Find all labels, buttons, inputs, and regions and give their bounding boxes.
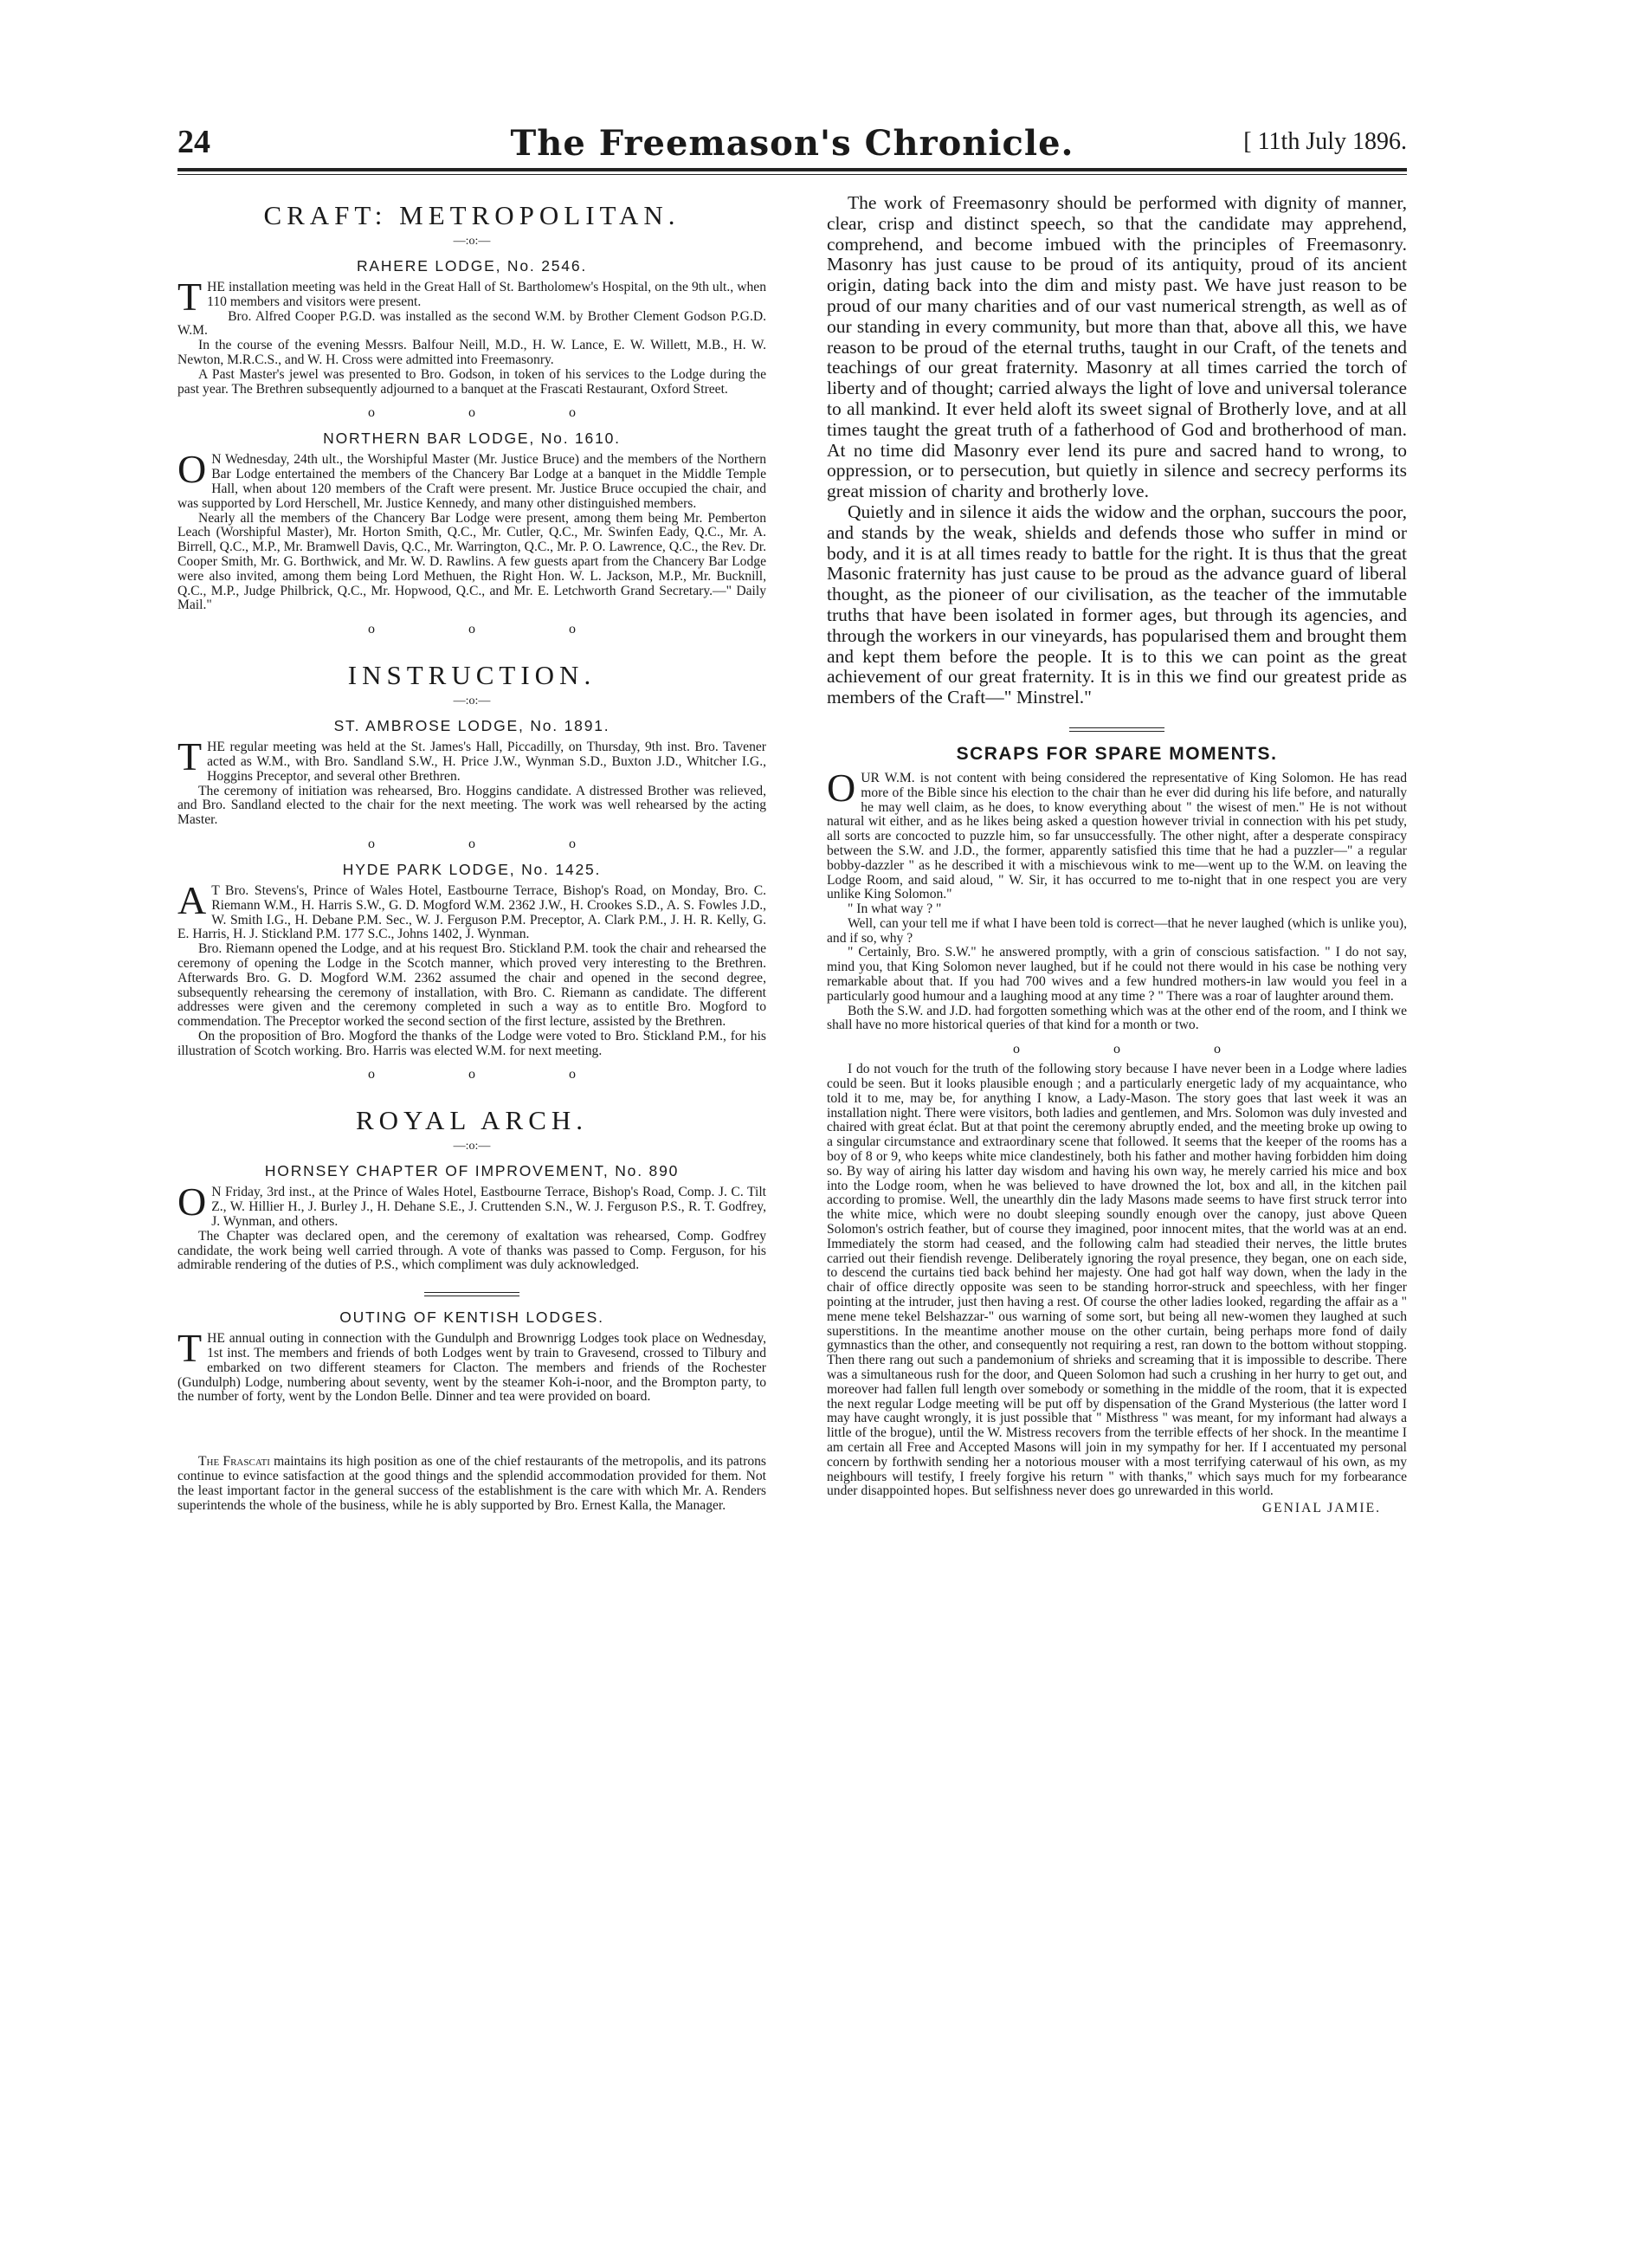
article-paragraph: OUR W.M. is not content with being considered the representative of King Solomon. He has read more of the Bible since his election to the chair than he ever did during his life before, and naturally he may well claim, as he does, to know everything about " the wisest of men." He is not without natural wit either, and as he likes being asked a question however trivial in connection with his pet study, all sorts are concocted to puzzle him, so far unsuccessfully. The other night, after a desperate conspiracy between the S.W. and J.D., the former, apparently satisfied this time that he had a puzzler—" a regular bobby-dazzler " as he described it with a mischievous wink to me—went up to the W.M. on leaving the Lodge Room, and said aloud, " W. Sir, it has occurred to me to-night that in one respect you are very unlike King Solomon." (827, 765, 1407, 902)
article-paragraph: Both the S.W. and J.D. had forgotten something which was at the other end of the room, and I think we shall have no more historical queries of that kind for a month or two. (827, 1003, 1407, 1033)
masthead-rule-thick (177, 168, 1407, 171)
article-paragraph: Bro. Alfred Cooper P.G.D. was installed as the second W.M. by Brother Clement Godson P.G.D. W.M. (177, 308, 766, 339)
article-paragraph: Nearly all the members of the Chancery Bar Lodge were present, among them being Mr. Pemberton Leach (Worshipful Master), Mr. Horton Smith, Q.C., Mr. Cutler, Q.C., Mr. Swinfen Eady, Q.C., Mr. A. Birrell, Q.C., M.P., Mr. Bramwell Davis, Q.C., Mr. Warrington, Q.C., Mr. P. O. Lawrence, Q.C., the Rev. Dr. Cooper Smith, Mr. G. Borthwick, and Mr. W. D. Rawlins. A few guests apart from the Chancery Bar Lodge were also invited, among them being Lord Methuen, the Right Hon. W. L. Jackson, M.P., Mr. Bucknill, Q.C., M.P., Judge Philbrick, Q.C., Mr. Hopwood, Q.C., and Mr. E. Letchworth Grand Secretary.—" Daily Mail." (177, 510, 766, 613)
drop-cap: O (827, 765, 856, 810)
article-paragraph: O N Friday, 3rd inst., at the Prince of Wales Hotel, Eastbourne Terrace, Bishop's Road, Comp. J. C. Tilt Z., W. Hillier H., J. Burley J., H. Dehane S.E., J. Cruttenden S.N., W. J. Ferguson P.S., R. T. Godfrey, J. Wynman, and others. (177, 1179, 766, 1230)
masthead (177, 123, 1407, 165)
essay-paragraph: Quietly and in silence it aids the widow and the orphan, succours the poor, and stands by the weak, shields and defends those who suffer in mind or body, and it is at all times ready to battle for the right. It is thus that the great Masonic fraternity has just cause to be proud as the advance guard of liberal thought, as the pioneer of our civilisation, as the teacher of the immutable truths that have been isolated in former ages, but through its agencies, and through the workers in our vineyards, has popularised them and brought them and kept them before the people. It is to this we can point as the great achievement of our great fraternity. It is in this we find our greatest pride as members of the Craft—" Minstrel." (827, 501, 1407, 708)
drop-cap: T (177, 275, 203, 319)
signature: GENIAL JAMIE. (1261, 1501, 1381, 1516)
article-paragraph: THE installation meeting was held in the Great Hall of St. Bartholomew's Hospital, on the 9th ult., when 110 members and visitors were present. (177, 275, 766, 319)
article-title-hyde-park: HYDE PARK LODGE, No. 1425. (342, 860, 602, 878)
masthead-rule-thin (177, 174, 1407, 175)
article-paragraph: A Past Master's jewel was presented to Bro. Godson, in token of his services to the Lodge during the past year. The Brethren subsequently adjourned to a banquet at the Frascati Restaurant, Oxford Street. (177, 366, 766, 397)
essay-paragraph: The work of Freemasonry should be performed with dignity of manner, clear, crisp and distinct speech, so that the candidate may apprehend, comprehend, and become imbued with the principles of Freemasonry. Masonry has just cause to be proud of its antiquity, proud of its ancient origin, dating back into the dim and misty past. We have just reason to be proud of our many charities and of our vast numerical strength, as well as of our standing in every community, but more than that, above all this, we have reason to be proud of the eternal truths, taught in our Craft, of the tenets and teachings of our great fraternity. Masonry at all times carried the torch of liberty and of thought; carried always the light of love and universal tolerance to all mankind. It ever held aloft its sweet signal of Brotherly love, and at all times taught the great truth of a fatherhood of God and brotherhood of man. At no time did Masonry ever lend its pure and sacred hand to wrong, to oppression, or to persecution, but quietly in silence and secrecy performs its great mission of charity and brotherly love. (827, 192, 1407, 502)
article-paragraph: The Chapter was declared open, and the ceremony of exaltation was rehearsed, Comp. Godfrey candidate, the work being well carried through. A vote of thanks was passed to Comp. Ferguson, for his admirable rendering of the duties of P.S., which compliment was duly acknowledged. (177, 1228, 766, 1273)
article-title-northern-bar: NORTHERN BAR LODGE, No. 1610. (323, 430, 621, 448)
article-paragraph: THE regular meeting was held at the St. James's Hall, Piccadilly, on Thursday, 9th inst. Bro. Tavener acted as W.M., with Bro. Sandland S.W., H. Price J.W., Wynman S.D., Buxton J.D., Whitcher I.G., Hoggins Preceptor, and several other Brethren. (177, 734, 766, 784)
article-title-rahere: RAHERE LODGE, No. 2546. (356, 257, 588, 275)
section-dots: o o o (368, 405, 621, 421)
issue-date: [ 11th July 1896. (1243, 128, 1407, 155)
article-paragraph: A T Bro. Stevens's, Prince of Wales Hotel, Eastbourne Terrace, Bishop's Road, on Monday, Bro. C. Riemann W.M., H. Harris S.W., G. D. Mogford W.M. 2362 J.W., H. Crookes S.D., A. S. Fowles J.D., W. Smith I.G., H. Debane P.M. Sec., W. J. Ferguson P.M. Preceptor, A. Clark P.M., J. H. R. Kelly, G. E. Harris, H. J. Stickland P.M. 177 S.C., Johns 1402, J. Wynman. (177, 877, 766, 942)
article-paragraph: " In what way ? " (848, 901, 942, 917)
article-paragraph: I do not vouch for the truth of the following story because I have never been in a Lodge where ladies could be seen. But it looks plausible enough ; and a particularly energetic lady of my acquaintance, who told it to me, may be, for anything I know, a Lady-Mason. The story goes that last week it was an installation night. There were visitors, both ladies and gentlemen, and Mrs. Solomon was duly invested and chaired with great éclat. But at that point the ceremony abruptly ended, and the meeting broke up owing to a singular circumstance and extraordinary scene that followed. It seems that the keeper of the rooms has a boy of 8 or 9, who keeps white mice clandestinely, both his father and mother having forbidden him doing so. By way of airing his latter day wisdom and having his own way, he merely carried his mice and box into the Lodge room, when he was believed to have drowned the lot, box and all, in the kitchen pail according to promise. Well, the unearthly din the lady Masons made seems to have first struck terror into the white mice, which were no doubt sleeping soundly enough over the canopy, just above Queen Solomon's ostrich feather, but of course they imagined, poor innocent mites, that the world was at an end. Immediately the storm had ceased, and the following calm had steadied their nerves, the little brutes carried out their fiendish revenge. Deliberately ignoring the royal presence, they began, one on each side, to descend the curtains tied back behind her majesty. One had got half way down, when the lady in the chair of office directly opposite was seen to be standing horror-struck and speechless, with her finger pointing at the intruder, just then having a rest. Of course the other ladies looked, regarding the affair as a " mene mene tekel Belshazzar-" ous warning of some sort, but being all new-women they laughed at such superstitions. In the meantime another mouse on the other curtain, being perhaps more fond of daily gymnastics than the other, and consequently not requiring a rest, ran down to the bottom without stopping. Then there rang out such a pandemonium of shrieks and screaming that it is impossible to describe. There was a simultaneous rush for the door, and Queen Solomon had such a crushing in her hurry to get out, and moreover had fallen full length over somebody or something in the middle of the room, that it is expected the next regular Lodge meeting will be put off by dispensation of the Grand Mysterious (the latter word I may have caught wrongly, it is just possible that " Misthress " was meant, for my informant had always a little of the brogue), until the W. Mistress recovers from the terrible effects of her shock. In the meantime I am certain all Free and Accepted Masons will join in my sympathy for her. If I accentuated my personal concern by forthwith sending her a notorious mouser with a most terrifying caterwaul of his own, as my neighbours will testify, I freely forgive his return " with thanks," which says much for my forbearance under disappointed hopes. But selfishness never does go unrewarded in this world. (827, 1062, 1407, 1499)
article-paragraph: Bro. Riemann opened the Lodge, and at his request Bro. Stickland P.M. took the chair and rehearsed the ceremony of opening the Lodge in the Scotch manner, which proved very interesting to the Brethren. Afterwards Bro. G. D. Mogford W.M. 2362 assumed the chair and opened in the second degree, subsequently rehearsing the ceremony of installation, with Bro. C. Riemann as candidate. The different addresses were given and the ceremony completed in such a way as to entitle Bro. Mogford to commendation. The Preceptor worked the second section of the first lecture, assisted by the Brethren. (177, 941, 766, 1030)
section-dots: o o o (368, 622, 621, 637)
left-column (177, 178, 766, 2239)
drop-cap: T (177, 1326, 203, 1371)
article-title-hornsey: HORNSEY CHAPTER OF IMPROVEMENT, No. 890 (264, 1162, 680, 1180)
article-paragraph-frascati: The Frascati maintains its high position as one of the chief restaurants of the metropolis, and its patrons continue to evince satisfaction at the good things and the splendid accommodation provided for them. Not the least important factor in the general success of the establishment is the care with which Mr. A. Renders superintends the whole of the business, while he is ably supported by Bro. Ernest Kalla, the Manager. (177, 1454, 766, 1513)
drop-cap: O (177, 447, 207, 492)
section-rule (424, 1292, 519, 1296)
separator: —:o:— (453, 235, 491, 248)
article-title-kentish: OUTING OF KENTISH LODGES. (339, 1308, 604, 1327)
article-paragraph: The ceremony of initiation was rehearsed, Bro. Hoggins candidate. A distressed Brother was relieved, and Bro. Sandland elected to the chair for the next meeting. The work was well rehearsed by the acting Master. (177, 783, 766, 828)
article-paragraph: " Certainly, Bro. S.W." he answered promptly, with a grin of conscious satisfaction. " I do not say, mind you, that King Solomon never laughed, but if he could not there would in his case be nothing very remarkable about that. If you had 700 wives and a few hundred mothers-in law would you feel in a particularly good humour and a laughing mood at any time ? " There was a roar of laughter around them. (827, 945, 1407, 1004)
separator: —:o:— (453, 695, 491, 708)
article-paragraph: Well, can your tell me if what I have been told is correct—that he never laughed (which is unlike you), and if so, why ? (827, 915, 1407, 946)
section-dots: o o o (1013, 1042, 1266, 1057)
drop-cap: A (177, 877, 207, 922)
section-dots: o o o (368, 1067, 621, 1082)
article-title-st-ambrose: ST. AMBROSE LODGE, No. 1891. (333, 717, 610, 735)
right-column (827, 178, 1407, 2239)
publication-title: The Freemason's Chronicle. (510, 123, 1074, 164)
article-paragraph: On the proposition of Bro. Mogford the thanks of the Lodge were voted to Bro. Stickland P.M., for his illustration of Scotch working. Bro. Harris was elected W.M. for next meeting. (177, 1028, 766, 1058)
article-paragraph: In the course of the evening Messrs. Balfour Neill, M.D., H. W. Lance, E. W. Willett, M.B., H. W. Newton, M.R.C.S., and W. H. Cross were admitted into Freemasonry. (177, 338, 766, 367)
section-heading-instruction: INSTRUCTION. (347, 660, 597, 691)
drop-cap: O (177, 1179, 207, 1224)
section-heading-craft: CRAFT: METROPOLITAN. (263, 200, 681, 230)
lead-in: The Frascati (198, 1454, 270, 1470)
page-number: 24 (177, 124, 210, 160)
section-dots: o o o (368, 836, 621, 851)
article-paragraph: THE annual outing in connection with the Gundulph and Brownrigg Lodges took place on Wednesday, 1st inst. The members and friends of both Lodges went by train to Gravesend, crossed to Tilbury and embarked on two different steamers for Clacton. The members and friends of the Rochester (Gundulph) Lodge, numbering about seventy, went by the steamer Koh-i-noor, and the Brompton party, to the number of forty, went by the London Belle. Dinner and tea were provided on board. (177, 1326, 766, 1405)
article-title-scraps: SCRAPS FOR SPARE MOMENTS. (956, 743, 1278, 764)
drop-cap: T (177, 734, 203, 779)
separator: —:o:— (453, 1140, 491, 1153)
section-heading-royal-arch: ROYAL ARCH. (355, 1105, 589, 1136)
section-rule (1069, 727, 1164, 732)
article-paragraph: O N Wednesday, 24th ult., the Worshipful Master (Mr. Justice Bruce) and the members of the Northern Bar Lodge entertained the members of the Chancery Bar Lodge at a banquet in the Middle Temple Hall, when about 120 members of the Craft were present. Mr. Justice Bruce occupied the chair, and was supported by Lord Herschell, Mr. Justice Kennedy, and many other distinguished members. (177, 447, 766, 511)
